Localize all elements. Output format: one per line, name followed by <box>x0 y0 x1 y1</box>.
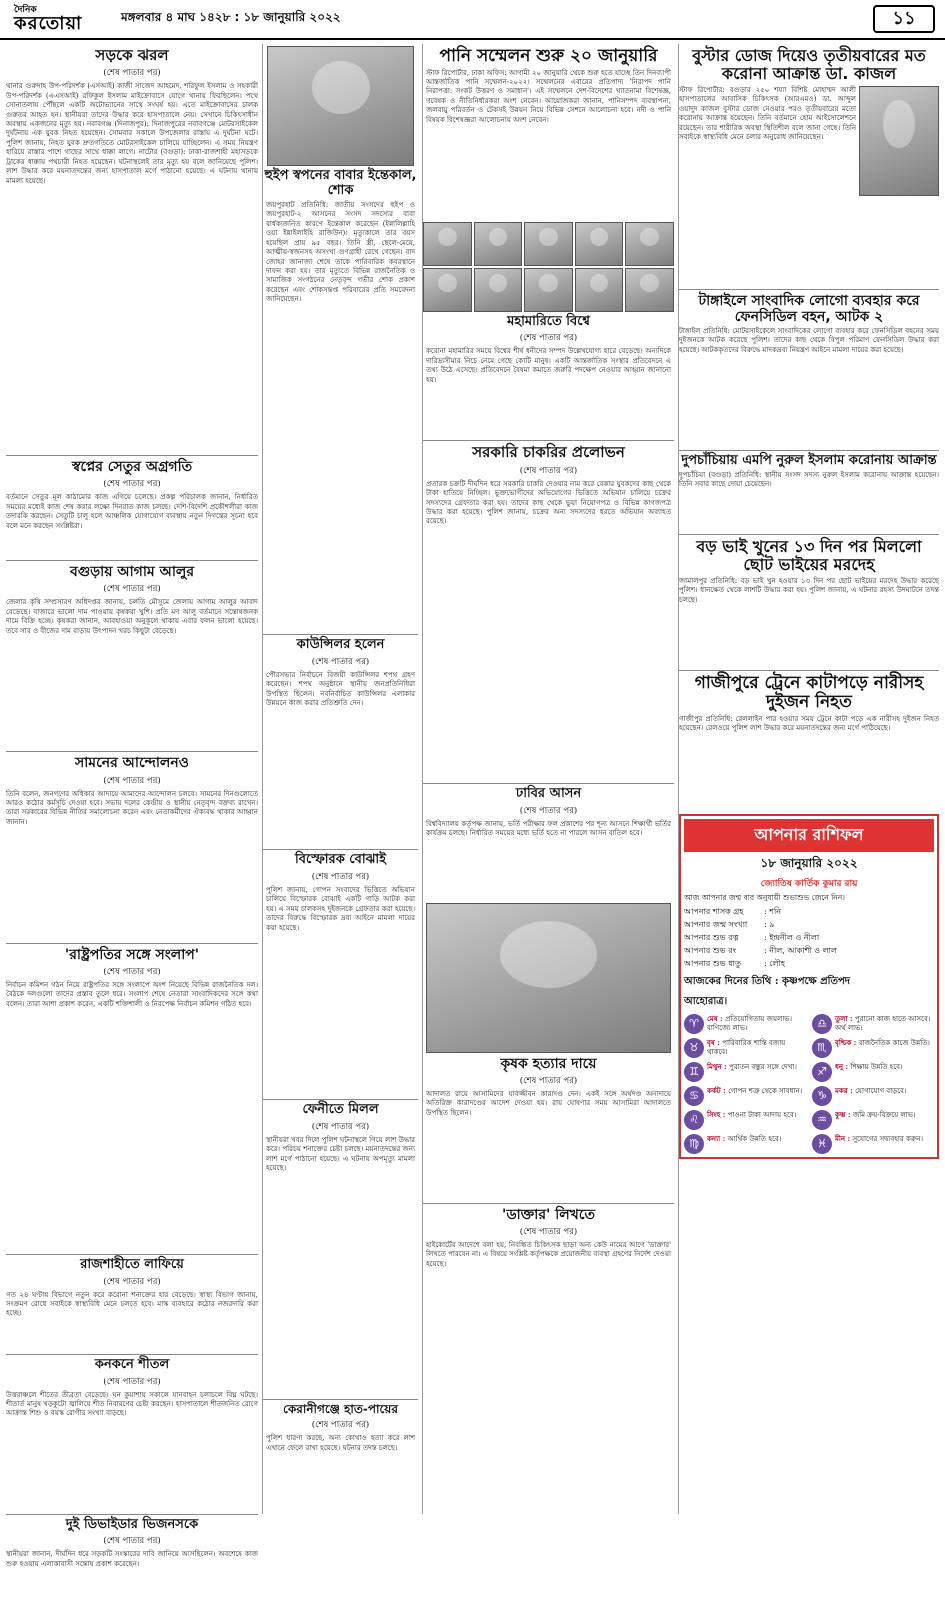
article-songlap <box>6 947 258 1251</box>
zodiac-name: সিংহ : <box>707 1110 728 1119</box>
column-4 <box>678 44 939 1514</box>
zodiac-sign <box>684 1134 806 1154</box>
article-body: স্টাফ রিপোর্টার: বগুড়ার ২৫০ শয্যা বিশিষ্ট মোহাম্মদ আলী হাসপাতালের আবাসিক চিকিৎসক (আরএমও) ডা. আব্দুল ওয়াদুদ কাজল বুস্টার ডোজ নেওয়ার পরও তৃতীয়বারের মতো করোনায় আক্রান্ত হয়েছেন। তিনি বর্তমানে হোম আইসোলেশনে রয়েছেন। তার শারীরিক অবস্থা স্থিতিশীল বলে জানা গেছে। তিনি সবাইকে স্বাস্থ্যবিধি মেনে চলার অনুরোধ জানিয়েছেন। <box>679 86 856 286</box>
article-body: গাজীপুর প্রতিনিধি: রেললাইন পার হওয়ার সময় ট্রেনে কাটা পড়ে এক নারীসহ দুইজন নিহত হয়েছেন। রেলওয়ে পুলিশ লাশ উদ্ধার করে ময়নাতদন্তের জন্য মর্গে পাঠিয়েছে। <box>679 715 939 810</box>
zodiac-sign <box>812 1038 934 1058</box>
zodiac-icon: ♑ <box>812 1086 832 1106</box>
photo <box>524 268 573 312</box>
article-sorke-jhorlo <box>6 47 258 452</box>
photo <box>575 268 624 312</box>
article-body: স্টাফ রিপোর্টার, ঢাকা অফিস: আগামী ২০ জানুয়ারি থেকে শুরু হতে যাচ্ছে তিন দিনব্যাপী আন্তর্জাতিক পানি সম্মেলন-২০২২। সম্মেলনের এবারের প্রতিপাদ্য 'নিরাপদ পানি নিরাপত্তা: সংকট উত্তরণ ও সমাধান'। এই সম্মেলনে দেশ-বিদেশের খ্যাতনামা বিশেষজ্ঞ, গবেষক ও নীতিনির্ধারকরা অংশ নেবেন। আয়োজকরা জানান, পানিসম্পদ ব্যবস্থাপনা, জলবায়ু পরিবর্তন ও টেকসই উন্নয়ন নিয়ে বিভিন্ন সেশনে আলোচনা হবে। নদী ও পানি বিষয়ক বিশেষজ্ঞরা আলোচনায় অংশ নেবেন। <box>423 69 674 219</box>
zodiac-name: তুলা : <box>835 1014 855 1023</box>
article-body: স্থানীয়রা খবর দিলে পুলিশ ঘটনাস্থলে গিয়ে লাশ উদ্ধার করে। পরিচয় শনাক্তের চেষ্টা চলছে। ময়নাতদন্তের জন্য লাশ মর্গে পাঠানো হয়েছে। এ ঘটনায় অপমৃত্যু মামলা হয়েছে। <box>263 1136 418 1396</box>
article-body: পুলিশ জানায়, গোপন সংবাদের ভিত্তিতে অভিযান চালিয়ে বিস্ফোরক বোঝাই একটি গাড়ি আটক করা হয়। এ সময় চালকসহ দুইজনকে গ্রেফতার করা হয়েছে। তাদের বিরুদ্ধে বিস্ফোরক দ্রব্য আইনে মামলা দায়ের করা হয়েছে। <box>263 886 418 1096</box>
article-sub: (শেষ পাতার পর) <box>6 582 258 596</box>
zodiac-icon: ♌ <box>684 1110 704 1130</box>
article-alu <box>6 564 258 748</box>
article-body: পৌরসভার নির্বাচনে বিজয়ী কাউন্সিলর শপথ গ্রহণ করেছেন। শপথ অনুষ্ঠানে স্থানীয় জনপ্রতিনিধিরা উপস্থিত ছিলেন। নবনির্বাচিত কাউন্সিলর এলাকার উন্নয়নে কাজ করার প্রতিশ্রুতি দেন। <box>263 671 418 846</box>
article-body: বর্তমানে সেতুর মূল কাঠামোর কাজ এগিয়ে চলেছে। প্রকল্প পরিচালক জানান, নির্ধারিত সময়ের মধ্যেই কাজ শেষ করার লক্ষ্যে দিনরাত কাজ চলছে। দেশি-বিদেশি প্রকৌশলীরা কাজ তদারকি করছেন। সেতুটি চালু হলে আঞ্চলিক যোগাযোগ ব্যবস্থায় নতুন দিগন্তের সূচনা হবে বলে মনে করছেন সংশ্লিষ্টরা। <box>6 493 258 557</box>
obituary-headline: হুইপ স্বপনের বাবার ইন্তেকাল, শোক <box>263 169 418 199</box>
info-value: : ৯ <box>764 919 774 932</box>
rashifal-info-row <box>684 958 934 971</box>
photo <box>474 222 523 266</box>
zodiac-text: মিথুন : পুরাতন বন্ধুর সঙ্গে দেখা। <box>707 1062 797 1082</box>
zodiac-icon: ♈ <box>684 1014 704 1034</box>
info-value: : শনি <box>764 906 781 919</box>
zodiac-name: কুম্ভ : <box>835 1110 853 1119</box>
article-body: আদালত রায়ে আসামিদের যাবজ্জীবন কারাদণ্ড দেন। একই সঙ্গে অর্থদণ্ড অনাদায়ে অতিরিক্ত কারাদণ্ডের আদেশ দেওয়া হয়। রায় ঘোষণার সময় আসামিরা আদালতে উপস্থিত ছিলেন। <box>423 1090 674 1200</box>
article-sub: (শেষ পাতার পর) <box>423 1225 674 1239</box>
zodiac-name: বৃষ : <box>707 1038 722 1047</box>
info-key: আপনার শাসক গ্রহ <box>684 906 764 919</box>
photo <box>423 222 472 266</box>
article-rajshahi <box>6 1258 258 1351</box>
zodiac-name: মকর : <box>835 1086 855 1095</box>
article-sub: (শেষ পাতার পর) <box>6 1534 258 1548</box>
zodiac-icon: ♐ <box>812 1062 832 1082</box>
rashifal-info <box>684 906 934 971</box>
article-body: দুপচাঁচিয়া (বগুড়া) প্রতিনিধি: স্থানীয় সংসদ সদস্য নুরুল ইসলাম করোনায় আক্রান্ত হয়েছেন। তিনি সবার কাছে দোয়া চেয়েছেন। <box>679 471 939 531</box>
article-body: টাঙ্গাইল প্রতিনিধি: মোটরসাইকেলে সাংবাদিকের লোগো ব্যবহার করে ফেনসিডিল বহনের সময় দুইজনকে আটক করেছে পুলিশ। তাদের কাছ থেকে বিপুল পরিমাণ ফেনসিডিল উদ্ধার করা হয়েছে। আটককৃতদের বিরুদ্ধে মাদকদ্রব্য নিয়ন্ত্রণ আইনে মামলা দায়ের করা হয়েছে। <box>679 327 939 447</box>
logo-small-text: দৈনিক <box>14 6 115 15</box>
article-headline: 'ডাক্তার' লিখতে <box>423 1207 674 1223</box>
article-headline: সরকারি চাকরির প্রলোভন <box>423 444 674 461</box>
zodiac-text: সিংহ : পাওনা টাকা আদায় হবে। <box>707 1110 796 1130</box>
article-sub: (শেষ পাতার পর) <box>6 477 258 491</box>
info-value: : ইন্দ্রনীল ও নীলা <box>764 932 819 945</box>
info-key: আপনার শুভ রত্ন <box>684 932 764 945</box>
zodiac-text: বৃশ্চিক : রাজনৈতিক কাজে উন্নতি। <box>835 1038 930 1058</box>
zodiac-icon: ♏ <box>812 1038 832 1058</box>
zodiac-sign <box>812 1134 934 1154</box>
doctor-photo <box>859 86 939 196</box>
zodiac-text: কন্যা : আর্থিক উন্নতি হবে। <box>707 1134 781 1154</box>
article-sub: (শেষ পাতার পর) <box>6 1275 258 1289</box>
article-sub: (শেষ পাতার পর) <box>423 804 674 818</box>
zodiac-icon: ♋ <box>684 1086 704 1106</box>
rashifal-ahoraj: আহোরাত্র। <box>684 994 934 1011</box>
article-body: গত ২৪ ঘণ্টায় বিভাগে নতুন করে করোনা শনাক্তের হার বেড়েছে। স্বাস্থ্য বিভাগ জানায়, সংক্রমণ রোধে সবাইকে স্বাস্থ্যবিধি মেনে চলতে হবে। মাস্ক ব্যবহারে কঠোর নজরদারি করা হচ্ছে। <box>6 1291 258 1351</box>
zodiac-sign <box>812 1014 934 1034</box>
article-body: হাইকোর্টের আদেশে বলা হয়, নিবন্ধিত চিকিৎসক ছাড়া অন্য কেউ নামের আগে 'ডাক্তার' লিখতে পারবেন না। এ বিষয়ে সংশ্লিষ্ট কর্তৃপক্ষকে প্রয়োজনীয় ব্যবস্থা গ্রহণের নির্দেশ দেওয়া হয়েছে। <box>423 1241 674 1441</box>
zodiac-name: মীন : <box>835 1134 853 1143</box>
rashifal-astrologer: জ্যোতিষ কার্তিক কুমার রায় <box>684 876 934 891</box>
article-sub: (শেষ পাতার পর) <box>423 331 674 345</box>
rashifal-intro: আজ আপনার জন্ম বার অনুযায়ী শুভাশুভ জেনে নিন। <box>684 893 934 903</box>
article-headline: কৃষক হত্যার দায়ে <box>423 1056 674 1072</box>
zodiac-icon: ♉ <box>684 1038 704 1058</box>
article-headline: স্বপ্নের সেতুর অগ্রগতি <box>6 459 258 475</box>
zodiac-text: মীন : সুযোগের সদ্ব্যবহার করুন। <box>835 1134 923 1154</box>
article-sub: (শেষ পাতার পর) <box>263 870 418 884</box>
info-value: : লৌহ <box>764 958 785 971</box>
zodiac-text: বৃষ : পারিবারিক শান্তি বজায় থাকবে। <box>707 1038 806 1058</box>
article-body: পুলিশ ধারণা করছে, অন্য কোথাও হত্যা করে লাশ এখানে ফেলে রাখা হয়েছে। ঘটনার তদন্ত চলছে। <box>263 1434 418 1524</box>
article-headline: মহামারিতে বিশ্বে <box>423 315 674 330</box>
rashifal-tithi: আজকের দিনের তিথি : কৃষ্ণপক্ষে প্রতিপদ <box>684 974 934 991</box>
article-body: থানার গুরুদাহ উপ-পরিদর্শক (এসআই) কাজী সাজেদ আহমেদ, শরিফুল ইসলাম ও সহকারী উপ-পরিদর্শক (এএসআই) রফিকুল ইসলাম মাইক্রোবাসে যোগে থানায় ফিরছিলেন। পথে সোনাতলায় পৌঁছলে একটি অটোভ্যানের সাথে সংঘর্ষ হয়। এতে মাইক্রোবাসের চালক গুরুতর আহত হন। স্থানীয়রা তাদের উদ্ধার করে হাসপাতালে নেয়। সেখানে চিকিৎসাধীন অবস্থায় একজনের মৃত্যু হয়। নবাবগঞ্জ (দিনাজপুর): দিনাজপুরের নবাবগঞ্জে মোটরসাইকেল দুর্ঘটনায় এক যুবক নিহত হয়েছেন। সোমবার সকালে উপজেলার রাস্তায় এ দুর্ঘটনা ঘটে। পুলিশ জানায়, নিহত যুবক দ্রুতগতিতে মোটরসাইকেল চালিয়ে যাচ্ছিলেন। এ সময় নিয়ন্ত্রণ হারিয়ে রাস্তার পাশে গাছের সাথে ধাক্কা লাগে। নাটোর (বগুড়া): ঢাকা-রাজশাহী মহাসড়কে ট্রাকের ধাক্কায় পথচারী নিহত হয়েছেন। ঘটনাস্থলেই তার মৃত্যু হয় বলে জানিয়েছে পুলিশ। লাশ উদ্ধার করে ময়নাতদন্তের জন্য হাসপাতাল মর্গে পাঠানো হয়েছে। এ ঘটনায় থানায় মামলা হয়েছে। <box>6 82 258 452</box>
train-accident-headline: গাজীপুরে ট্রেনে কাটাপড়ে নারীসহ দুইজন নিহত <box>679 674 939 713</box>
photo <box>474 268 523 312</box>
zodiac-text: ধনু : শিক্ষায় উন্নতি হবে। <box>835 1062 903 1082</box>
brother-murder-headline: বড় ভাই খুনের ১৩ দিন পর মিললো ছোট ভাইয়ের মরদেহ <box>679 538 939 575</box>
dateline: মঙ্গলবার ৪ মাঘ ১৪২৮ : ১৮ জানুয়ারি ২০২২ <box>115 9 873 29</box>
photo <box>625 268 674 312</box>
page-number: ১১ <box>873 5 935 33</box>
article-headline: ঢাবির আসন <box>423 787 674 802</box>
article-headline: রাজশাহীতে লাফিয়ে <box>6 1258 258 1273</box>
photo <box>575 222 624 266</box>
zodiac-sign <box>684 1086 806 1106</box>
article-headline: বগুড়ায় আগাম আলুর <box>6 564 258 580</box>
article-body: জেলার কৃষি সম্প্রসারণ অধিদপ্তর জানায়, চলতি মৌসুমে জেলায় আগাম আলুর আবাদ বেড়েছে। বাজারে ভালো দাম পাওয়ায় কৃষকরা খুশি। প্রতি মণ আলু বর্তমানে সন্তোষজনক দামে বিক্রি হচ্ছে। কৃষকরা জানান, আবহাওয়া অনুকূলে থাকায় এবার ফলন ভালো হয়েছে। তবে সার ও বীজের দাম বাড়ায় উৎপাদন খরচ কিছুটা বেড়েছে। <box>6 598 258 748</box>
article-headline: বিস্ফোরক বোঝাই <box>263 853 418 868</box>
article-body: জামালপুর প্রতিনিধি: বড় ভাই খুন হওয়ার ১৩ দিন পর ছোট ভাইয়ের মরদেহ উদ্ধার করেছে পুলিশ। ধানক্ষেত থেকে লাশটি উদ্ধার করা হয়। পুলিশ জানায়, এ ঘটনার রহস্য উদঘাটনে তদন্ত চলছে। <box>679 577 939 667</box>
article-sub: (শেষ পাতার পর) <box>263 655 418 669</box>
zodiac-name: ধনু : <box>835 1062 851 1071</box>
photo <box>625 222 674 266</box>
rashifal-info-row <box>684 932 934 945</box>
photo <box>524 222 573 266</box>
zodiac-signs <box>684 1014 934 1154</box>
article-body: তিনি বলেন, জনগণের অধিকার আদায়ে আমাদের আন্দোলন চলবে। সামনের দিনগুলোতে আরও কঠোর কর্মসূচি দেওয়া হবে। সভায় দলের কেন্দ্রীয় ও স্থানীয় নেতৃবৃন্দ বক্তব্য রাখেন। তারা সরকারের বিভিন্ন নীতির সমালোচনা করেন এবং নেতাকর্মীদের ঐক্যবদ্ধ থাকার আহ্বান জানান। <box>6 790 258 940</box>
article-sub: (শেষ পাতার পর) <box>423 1074 674 1088</box>
article-body: বিশ্ববিদ্যালয় কর্তৃপক্ষ জানায়, ভর্তি পরীক্ষার ফল প্রকাশের পর শূন্য আসনে শিক্ষার্থী ভর্তির কার্যক্রম চলছে। নির্ধারিত সময়ের মধ্যে ভর্তি হতে না পারলে আসন বাতিল হবে। <box>423 820 674 900</box>
police-arrest-photo <box>426 903 671 1053</box>
zodiac-icon: ♎ <box>812 1014 832 1034</box>
article-sub: (শেষ পাতার পর) <box>6 66 258 80</box>
article-sub: (শেষ পাতার পর) <box>6 774 258 788</box>
article-sub: (শেষ পাতার পর) <box>263 1418 418 1432</box>
obituary-photo <box>267 46 414 166</box>
article-headline: দুই ডিভাইডার ভিজনসকে <box>6 1518 258 1533</box>
zodiac-sign <box>684 1014 806 1034</box>
zodiac-sign <box>684 1110 806 1130</box>
mp-corona-headline: দুপচাঁচিয়ায় এমপি নুরুল ইসলাম করোনায় আক্রান্ত <box>679 454 939 469</box>
photo <box>423 268 472 312</box>
article-headline: সামনের আন্দোলনও <box>6 755 258 771</box>
article-headline: কাউন্সিলর হলেন <box>263 638 418 653</box>
article-headline: কনকনে শীতল <box>6 1358 258 1373</box>
article-divider <box>6 1518 258 1610</box>
zodiac-icon: ♓ <box>812 1134 832 1154</box>
zodiac-name: বৃশ্চিক : <box>835 1038 859 1047</box>
zodiac-text: মকর : যোগাযোগ বাড়বে। <box>835 1086 906 1106</box>
zodiac-sign <box>684 1038 806 1058</box>
article-body: উত্তরাঞ্চলে শীতের তীব্রতা বেড়েছে। ঘন কুয়াশায় সকালে যানবাহন চলাচলে বিঘ্ন ঘটছে। শীতার্ত মানুষ খড়কুটো জ্বালিয়ে শীত নিবারণের চেষ্টা করছেন। হাসপাতালে শীতজনিত রোগে আক্রান্ত শিশু ও বয়স্ক রোগীর সংখ্যা বাড়ছে। <box>6 1391 258 1511</box>
info-value: : নীল, আকাশী ও লাল <box>764 945 837 958</box>
zodiac-text: কুম্ভ : জমি ক্রয়-বিক্রয়ে লাভ। <box>835 1110 916 1130</box>
info-key: আপনার শুভ ধাতু <box>684 958 764 971</box>
zodiac-sign <box>684 1062 806 1082</box>
article-body: করোনা মহামারির সময়ে বিশ্বের শীর্ষ ধনীদের সম্পদ উল্লেখযোগ্য হারে বেড়েছে। অন্যদিকে দারিদ্র্যসীমার নিচে নেমে গেছে কোটি মানুষ। একটি আন্তর্জাতিক সংস্থার প্রতিবেদনে এ তথ্য উঠে এসেছে। প্রতিবেদনে বৈষম্য কমাতে জরুরি পদক্ষেপ নেওয়ার আহ্বান জানানো হয়। <box>423 347 674 437</box>
rashifal-title: আপনার রাশিফল <box>684 819 934 852</box>
rashifal-info-row <box>684 919 934 932</box>
rashifal-info-row <box>684 945 934 958</box>
column-1 <box>6 44 258 1514</box>
newspaper-logo <box>0 6 115 33</box>
zodiac-name: কন্যা : <box>707 1134 728 1143</box>
article-sub: (শেষ পাতার পর) <box>6 1375 258 1389</box>
article-headline: ফেনীতে মিলল <box>263 1103 418 1118</box>
rashifal-box <box>679 814 939 1159</box>
zodiac-text: তুলা : পুরানো কাজ হাতে আসবে। অর্থ লাভ। <box>835 1014 934 1034</box>
article-headline: সড়কে ঝরল <box>6 47 258 64</box>
zodiac-sign <box>812 1110 934 1130</box>
article-headline: 'রাষ্ট্রপতির সঙ্গে সংলাপ' <box>6 947 258 963</box>
zodiac-icon: ♊ <box>684 1062 704 1082</box>
article-headline: কেরানীগঞ্জে হাত-পায়ের <box>263 1403 418 1417</box>
rashifal-info-row <box>684 906 934 919</box>
obituary-body: জয়পুরহাট প্রতিনিধি: জাতীয় সংসদের হুইপ ও জয়পুরহাট-২ আসনের সংসদ সদস্যের বাবা বার্ধক্যজনিত কারণে ইন্তেকাল করেছেন (ইন্নালিল্লাহি ওয়া ইন্নাইলাইহি রাজিউন)। মৃত্যুকালে তার বয়স হয়েছিল প্রায় ৯৫ বছর। তিনি স্ত্রী, ছেলে-মেয়ে, আত্মীয়-স্বজনসহ অসংখ্য গুণগ্রাহী রেখে গেছেন। বাদ জোহর জানাজা শেষে তাকে পারিবারিক কবরস্থানে দাফন করা হয়। তার মৃত্যুতে বিভিন্ন রাজনৈতিক ও সামাজিক সংগঠনের নেতৃবৃন্দ গভীর শোক প্রকাশ করেছেন এবং শোকসন্তপ্ত পরিবারের প্রতি সমবেদনা জানিয়েছেন। <box>263 201 418 631</box>
article-setu <box>6 459 258 557</box>
zodiac-icon: ♍ <box>684 1134 704 1154</box>
zodiac-name: মিথুন : <box>707 1062 729 1071</box>
article-sub: (শেষ পাতার পর) <box>423 464 674 478</box>
logo-big-text: করতোয়া <box>14 15 115 33</box>
zodiac-text: কর্কট : গোপন শত্রু থেকে সাবধান। <box>707 1086 802 1106</box>
article-sub: (শেষ পাতার পর) <box>6 965 258 979</box>
tangail-headline: টাঙ্গাইলে সাংবাদিক লোগো ব্যবহার করে ফেনসিডিল বহন, আটক ২ <box>679 293 939 325</box>
column-2 <box>262 44 418 1514</box>
zodiac-sign <box>812 1062 934 1082</box>
zodiac-name: মেষ : <box>707 1014 725 1023</box>
zodiac-text: মেষ : প্রতিযোগিতায় জয়লাভ। বাণিজ্যে লাভ। <box>707 1014 806 1034</box>
booster-headline: বুস্টার ডোজ দিয়েও তৃতীয়বারের মত করোনা আক্রান্ত ডা. কাজল <box>679 47 939 84</box>
article-sub: (শেষ পাতার পর) <box>263 1120 418 1134</box>
zodiac-name: কর্কট : <box>707 1086 728 1095</box>
column-3 <box>422 44 674 1514</box>
zodiac-sign <box>812 1086 934 1106</box>
rashifal-date: ১৮ জানুয়ারি ২০২২ <box>684 855 934 875</box>
article-body: নির্বাচন কমিশন গঠন নিয়ে রাষ্ট্রপতির সঙ্গে সংলাপে অংশ নিয়েছে বিভিন্ন রাজনৈতিক দল। বৈঠকে দলগুলো তাদের প্রস্তাব তুলে ধরে। সংলাপ শেষে নেতারা সাংবাদিকদের সঙ্গে কথা বলেন। তারা আশা প্রকাশ করেন, একটি শক্তিশালী ও নিরপেক্ষ নির্বাচন কমিশন গঠিত হবে। <box>6 981 258 1251</box>
info-key: আপনার জন্ম সংখ্যা <box>684 919 764 932</box>
article-body: স্থানীয়রা জানান, দীর্ঘদিন ধরে সড়কটি সংস্কারের দাবি জানিয়ে আসছিলেন। অবশেষে কাজ শুরু হওয়ায় এলাকাবাসী সন্তোষ প্রকাশ করেছেন। <box>6 1550 258 1610</box>
billionaire-photo-grid <box>423 222 674 312</box>
article-sheet <box>6 1358 258 1511</box>
water-conference-headline: পানি সম্মেলন শুরু ২০ জানুয়ারি <box>423 47 674 67</box>
masthead <box>0 0 945 40</box>
info-key: আপনার শুভ রং <box>684 945 764 958</box>
article-andolon <box>6 755 258 939</box>
article-body: প্রতারক চক্রটি দীর্ঘদিন ধরে সরকারি চাকরি দেওয়ার নাম করে বেকার যুবকদের কাছ থেকে টাকা হাতিয়ে নিচ্ছিল। ভুক্তভোগীদের অভিযোগের ভিত্তিতে অভিযান চালিয়ে চক্রের সদস্যদের গ্রেফতার করা হয়। তাদের কাছ থেকে ভুয়া নিয়োগপত্র ও বিভিন্ন কাগজপত্র উদ্ধার করা হয়েছে। পুলিশ জানায়, চক্রের অন্য সদস্যদের ধরতে অভিযান অব্যাহত রয়েছে। <box>423 480 674 780</box>
zodiac-icon: ♒ <box>812 1110 832 1130</box>
